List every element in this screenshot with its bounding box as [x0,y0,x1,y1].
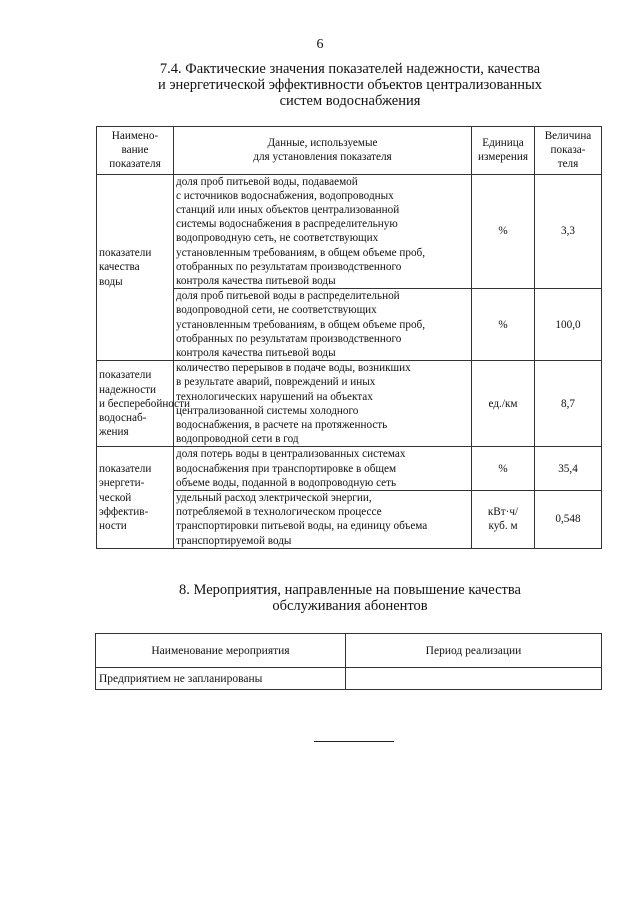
table-header-row [96,634,602,668]
title-line: систем водоснабжения [279,93,421,109]
title-line: 8. Мероприятия, направленные на повышение качества [179,582,521,598]
row-data-cell: удельный расход электрической энергии, потребляемой в технологическом процессе транспортировки питьевой воды, на единицу объема транспортируемой воды [174,491,472,549]
row-value-cell: 100,0 [535,289,602,361]
header-measure-name: Наименование мероприятия [96,634,346,668]
title-line: обслуживания абонентов [272,598,428,614]
row-value-cell: 0,548 [535,491,602,549]
row-data-cell: доля проб питьевой воды, подаваемой с источников водоснабжения, водопроводных станций или иных объектов централизованной системы водоснабжения в распределительную водопроводную сеть, не соответствующих установленным требованиям, в общем объеме проб, отобранных по результатам производственного контроля качества питьевой воды [174,174,472,289]
header-period: Период реализации [346,634,602,668]
row-unit-cell: % [472,447,535,491]
period-cell [346,668,602,690]
page-number: 6 [316,37,324,52]
row-value-cell: 8,7 [535,361,602,447]
row-value-cell: 3,3 [535,174,602,289]
row-data-cell: доля проб питьевой воды в распределительной водопроводной сети, не соответствующих установленным требованиям, в общем объеме проб, отобранных по результатам производственного контроля качества питьевой воды [174,289,472,361]
section-8-title [60,582,640,614]
end-divider-line [314,741,394,742]
table-row [97,361,602,447]
header-data-used: Данные, используемые для установления показателя [174,127,472,175]
group-reliability: показатели надежности и бесперебойности водоснаб- жения [97,361,174,447]
row-unit-cell: % [472,174,535,289]
table-row [97,174,602,289]
group-water-quality: показатели качества воды [97,174,174,361]
row-unit-cell: ед./км [472,361,535,447]
table-row [97,447,602,491]
row-data-cell: доля потерь воды в централизованных системах водоснабжения при транспортировке в общем объеме воды, поданной в водопроводную сеть [174,447,472,491]
title-line: 7.4. Фактические значения показателей надежности, качества [159,61,541,77]
row-unit-cell: кВт·ч/ куб. м [472,491,535,549]
table-header-row [97,127,602,175]
title-line: и энергетической эффективности объектов централизованных [157,77,543,93]
table-row [96,668,602,690]
measures-table [95,633,602,690]
header-unit: Единица измерения [472,127,535,175]
row-unit-cell: % [472,289,535,361]
row-data-cell: количество перерывов в подаче воды, возникших в результате аварий, повреждений и иных технологических нарушений на объектах централизованной системы холодного водоснабжения, в расчете на протяженность водопроводной сети в год [174,361,472,447]
indicators-table [96,126,602,549]
section-7-4-title [60,61,640,109]
header-value: Величина показа- теля [535,127,602,175]
measure-name-cell: Предприятием не запланированы [96,668,346,690]
header-indicator-name: Наимено- вание показателя [97,127,174,175]
row-value-cell: 35,4 [535,447,602,491]
group-energy-efficiency: показатели энергети- ческой эффектив- ности [97,447,174,548]
